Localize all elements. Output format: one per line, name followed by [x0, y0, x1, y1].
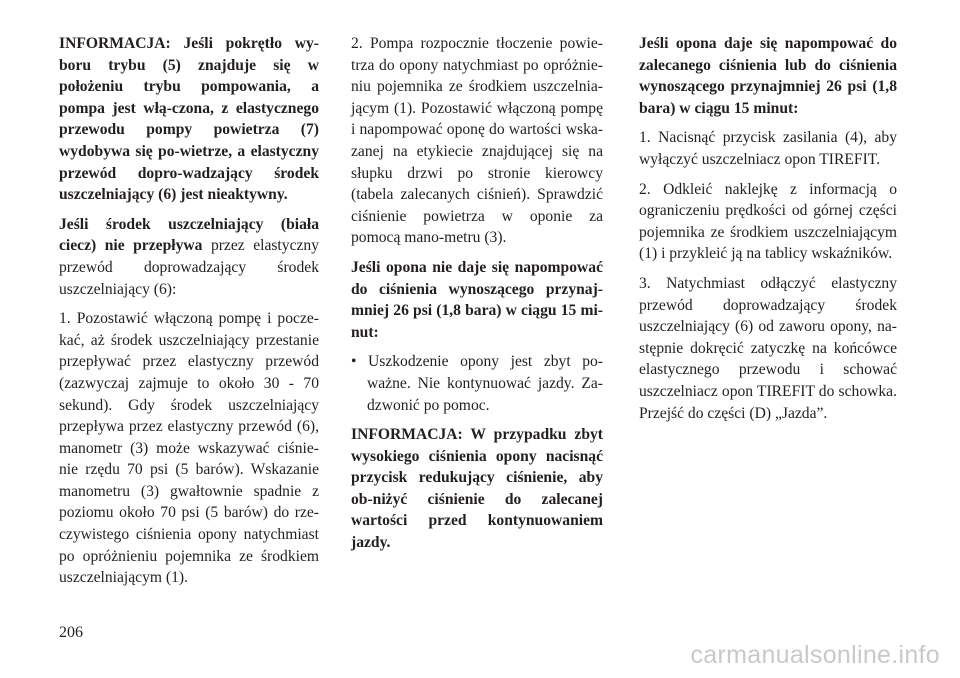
info-note-overpressure: INFORMACJA: W przypadku zbyt wysokiego ciśnienia opony nacisnąć przycisk redukujący ciśnienie, aby ob-niżyć ciśnienie do zalecanej wartości przed kontynuowaniem jazdy.: [351, 426, 603, 552]
info-note-mode-knob: INFORMACJA: Jeśli pokrętło wy-boru trybu (5) znajduje się w położeniu trybu pompowania, a pompa jest włą-czona, z elastycznego przewodu pompy powietrza (7) wydobywa się po-wietrze, a elastyczny przewód dopro-wadzający środek uszczelniający (6) jest nieaktywny.: [59, 35, 319, 204]
inflating-ok-heading: Jeśli opona daje się napompować do zalecanego ciśnienia lub do ciśnienia wynoszącego przynajmniej 26 psi (1,8 bara) w ciągu 15 minut:: [639, 35, 897, 117]
column-middle: [351, 33, 603, 562]
watermark-text: carmanualsonline.info: [690, 641, 940, 669]
tire-damaged-bullet: • Uszkodzenie opony jest zbyt po-ważne. Nie kontynuować jazdy. Za-dzwonić po pomoc.: [351, 353, 603, 414]
step-2-move-sticker: 2. Odkleić naklejkę z informacją o ograniczeniu prędkości od górnej części pojemnika ze środkiem uszczelniającym (1) i przykleić ją na tablicy wskaźników.: [639, 180, 897, 263]
sealant-not-flowing-text: przez elastyczny przewód doprowadzający środek uszczelniający (6):: [59, 237, 319, 298]
page-number: 206: [59, 624, 83, 641]
step-1-press-power: 1. Nacisnąć przycisk zasilania (4), aby wyłączyć uszczelniacz opon TIREFIT.: [639, 129, 897, 168]
column-right: [639, 33, 897, 432]
sealant-not-flowing-heading: Jeśli środek uszczelniający (biała ciecz) nie przepływa: [59, 215, 319, 255]
step-2-pump-inflate: 2. Pompa rozpocznie tłoczenie powie-trza do opony natychmiast po opróżnie-niu pojemnika ze środkiem uszczelnia-jącym (1). Pozostawić włączoną pompę i napompować oponę do wartości wska-zanej na etykiecie znajdującej się na słupku drzwi po stronie kierowcy (tabela zalecanych ciśnień). Sprawdzić ciśnienie powietrza w oponie za pomocą mano-metru (3).: [351, 35, 603, 247]
sealant-not-flowing-paragraph: [59, 214, 319, 300]
step-1-keep-pump-on: 1. Pozostawić włączoną pompę i pocze-kać, aż środek uszczelniający przestanie przepływać przez elastyczny przewód (zazwyczaj zajmuje to około 30 - 70 sekund). Gdy środek uszczelniający przepływa przez elastyczny przewód (6), manometr (3) może wskazywać ciśnie-nie rzędu 70 psi (5 barów). Wskazanie manometru (3) gwałtownie spadnie z poziomu około 70 psi (5 barów) do rze-czywistego ciśnienia opony natychmiast po opróżnieniu pojemnika ze środkiem uszczelniającym (1).: [59, 310, 319, 587]
column-left: [59, 33, 319, 597]
step-3-disconnect-hose: 3. Natychmiast odłączyć elastyczny przewód doprowadzający środek uszczelniający (6) od zaworu opony, na-stępnie dokręcić zatyczkę na końcówce elastycznego przewodu i schować uszczelniacz opon TIREFIT do schowka. Przejść do części (D) „Jazda”.: [639, 274, 897, 422]
not-inflating-heading: Jeśli opona nie daje się napompować do ciśnienia wynoszącego przynaj-mniej 26 psi (1,8 bara) w ciągu 15 mi-nut:: [351, 258, 603, 341]
